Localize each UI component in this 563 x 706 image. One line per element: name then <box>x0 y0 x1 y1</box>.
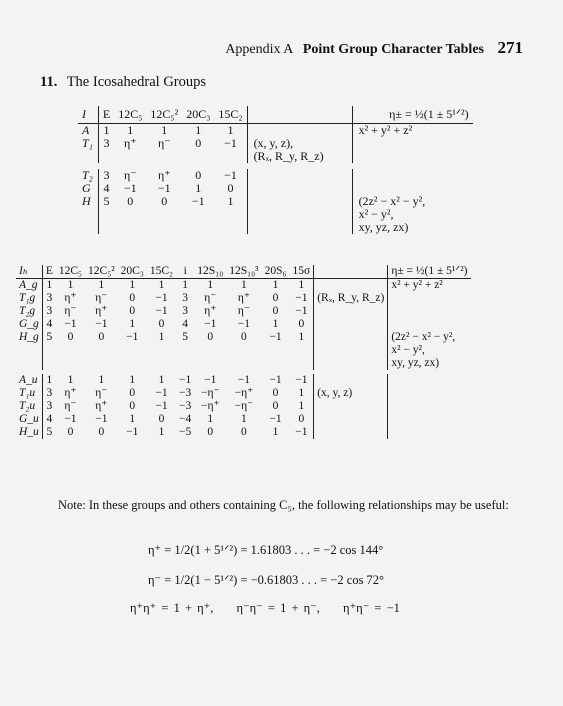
basis-functions: (Rₓ, R_y, R_z) <box>247 150 352 166</box>
character-cell: 1 <box>298 387 305 399</box>
character-cell: 0 <box>129 387 136 399</box>
character-cell: 0 <box>272 292 279 304</box>
character-cell: −η⁺ <box>200 400 220 412</box>
character-cell <box>214 208 247 221</box>
quadratic-functions <box>388 372 471 387</box>
character-cell: η⁺ <box>237 292 250 304</box>
irrep-label <box>78 221 98 234</box>
character-cell: η⁻ <box>64 400 77 412</box>
class-header: 12C₅ <box>114 106 146 124</box>
class-header: 15σ <box>290 265 314 279</box>
character-cell: 4 <box>182 318 189 330</box>
eta-header: η± = ½(1 ± 5¹ᐟ²) <box>388 265 471 279</box>
irrep-label <box>78 150 98 166</box>
character-cell: η⁻ <box>204 292 217 304</box>
character-cell: 0 <box>158 318 165 330</box>
table-row <box>16 344 471 357</box>
character-cell: 1 <box>158 426 165 438</box>
character-cell <box>42 357 56 372</box>
basis-functions <box>314 413 388 426</box>
character-cell <box>290 357 314 372</box>
basis-functions <box>314 318 388 331</box>
character-cell: η⁻ <box>95 292 108 304</box>
character-cell: −1 <box>295 426 308 438</box>
table-body <box>16 279 471 440</box>
character-cell: 3 <box>103 168 110 182</box>
table-row <box>16 305 471 318</box>
character-cell <box>290 344 314 357</box>
class-header: 12C₅ <box>56 265 85 279</box>
character-cell: 3 <box>46 292 53 304</box>
character-cell: −1 <box>157 181 171 195</box>
table-row <box>16 413 471 426</box>
class-header: i <box>176 265 194 279</box>
character-cell <box>182 208 214 221</box>
equation-eta-minus: η⁻ = 1/2(1 − 5¹ᐟ²) = −0.61803 . . . = −2 cos 72° <box>148 573 385 587</box>
character-cell: −1 <box>224 168 237 182</box>
section-number: 11. <box>40 74 58 90</box>
character-cell: 3 <box>103 136 110 150</box>
table-row <box>16 400 471 413</box>
character-cell <box>146 150 182 166</box>
character-cell: 1 <box>272 279 279 291</box>
running-head <box>225 38 523 58</box>
character-cell <box>85 357 118 372</box>
character-cell: 4 <box>46 318 53 330</box>
character-cell: 1 <box>241 413 247 425</box>
quadratic-functions <box>388 318 471 331</box>
irrep-label: H <box>78 195 98 208</box>
character-cell <box>146 221 182 234</box>
character-cell: −1 <box>295 374 308 386</box>
character-cell: 0 <box>98 331 105 343</box>
character-cell <box>98 150 114 166</box>
character-cell: 1 <box>161 123 168 137</box>
character-cell: −1 <box>123 181 137 195</box>
character-cell: −1 <box>269 331 282 343</box>
character-cell: η⁺ <box>64 292 77 304</box>
quadratic-functions: x² − y², <box>352 208 473 221</box>
basis-header <box>247 106 352 124</box>
character-cell: η⁻ <box>157 136 171 150</box>
character-cell: 5 <box>46 426 53 438</box>
character-cell: 0 <box>272 400 279 412</box>
character-cell: 1 <box>241 279 247 291</box>
character-cell: η⁻ <box>95 387 108 399</box>
table-header-row <box>78 106 473 124</box>
quadratic-functions: x² + y² + z² <box>352 124 473 138</box>
basis-functions: (Rₓ, R_y, R_z) <box>314 292 388 305</box>
character-cell: −1 <box>295 292 308 304</box>
character-cell: 0 <box>298 413 305 425</box>
character-cell: −1 <box>269 374 282 386</box>
character-cell: η⁺ <box>123 136 137 150</box>
basis-functions: (x, y, z) <box>314 387 388 400</box>
quadratic-functions: (2z² − x² − y², <box>388 331 471 344</box>
character-cell: 1 <box>195 123 202 137</box>
character-cell <box>226 344 261 357</box>
relation-minus-minus: η⁻η⁻ = 1 + η⁻, <box>236 601 320 615</box>
character-cell: −1 <box>95 318 108 330</box>
table-row <box>78 221 473 234</box>
class-header: 20C₃ <box>118 265 147 279</box>
table-row <box>78 166 473 182</box>
quadratic-functions <box>388 292 471 305</box>
character-cell: 3 <box>46 387 53 399</box>
character-cell <box>147 344 176 357</box>
character-cell: 0 <box>207 426 214 438</box>
quadratic-functions: xy, yz, zx) <box>388 357 471 372</box>
basis-functions <box>314 372 388 387</box>
class-header: 12S₁₀³ <box>226 265 261 279</box>
group-symbol: I <box>78 106 98 124</box>
section-heading <box>40 74 206 91</box>
character-cell: −1 <box>204 318 217 330</box>
class-header: 15C₂ <box>214 106 247 124</box>
character-cell: 0 <box>67 331 74 343</box>
basis-functions <box>314 357 388 372</box>
character-cell: −1 <box>237 318 251 330</box>
character-cell <box>182 221 214 234</box>
character-cell: −3 <box>179 400 192 412</box>
character-cell: −1 <box>126 426 139 438</box>
equation-eta-relations <box>130 600 418 616</box>
table-body <box>78 124 473 235</box>
irrep-label: T₂u <box>16 400 42 413</box>
chapter-title: Point Group Character Tables <box>302 42 484 57</box>
character-cell: 1 <box>207 279 214 291</box>
character-cell <box>98 221 114 234</box>
character-cell: 0 <box>129 305 136 317</box>
quadratic-functions <box>352 150 473 166</box>
character-cell: 1 <box>129 279 136 291</box>
character-cell: −1 <box>95 413 108 425</box>
table-header-row <box>16 265 471 279</box>
group-symbol: Iₕ <box>16 265 42 279</box>
character-cell: η⁺ <box>64 387 77 399</box>
table-row <box>16 372 471 387</box>
basis-functions <box>247 208 352 221</box>
character-cell <box>118 344 147 357</box>
relation-plus-plus: η⁺η⁺ = 1 + η⁺, <box>130 601 214 615</box>
eta-header: η± = ½(1 ± 5¹ᐟ²) <box>352 106 473 124</box>
appendix-label: Appendix A <box>225 42 294 57</box>
table-row <box>78 208 473 221</box>
character-cell: 5 <box>46 331 53 343</box>
character-cell <box>114 221 146 234</box>
basis-header <box>314 265 388 279</box>
character-cell: 0 <box>207 331 214 343</box>
character-cell: 1 <box>272 318 279 330</box>
character-cell <box>118 357 147 372</box>
class-header: 12S₁₀ <box>194 265 226 279</box>
note-text: Note: In these groups and others containing C₅, the following relationships may be useful: <box>58 498 509 512</box>
character-cell <box>147 357 176 372</box>
character-cell <box>56 344 85 357</box>
character-cell <box>114 208 146 221</box>
character-cell: 1 <box>298 400 305 412</box>
character-cell: 1 <box>46 279 53 291</box>
character-cell <box>182 150 214 166</box>
character-cell: 0 <box>161 194 168 208</box>
basis-functions <box>247 221 352 234</box>
character-cell: −η⁺ <box>234 387 254 399</box>
character-cell: 0 <box>129 400 136 412</box>
table-row <box>16 387 471 400</box>
quadratic-functions: xy, yz, zx) <box>352 221 473 234</box>
character-cell: −1 <box>155 305 168 317</box>
table-row <box>78 195 473 208</box>
basis-functions: (x, y, z), <box>247 137 352 150</box>
character-cell: −1 <box>155 400 168 412</box>
table-row <box>16 357 471 372</box>
basis-functions <box>247 195 352 208</box>
class-header: 15C₂ <box>147 265 176 279</box>
character-cell: 1 <box>129 374 136 386</box>
character-cell: η⁺ <box>95 400 108 412</box>
character-cell: 1 <box>67 374 74 386</box>
character-cell: −3 <box>179 387 192 399</box>
class-header: E <box>98 106 114 124</box>
character-cell: −4 <box>179 413 192 425</box>
quadratic-functions <box>388 387 471 400</box>
class-header: 20C₃ <box>182 106 214 124</box>
character-cell <box>194 357 226 372</box>
character-cell: 1 <box>158 374 165 386</box>
character-cell: −η⁻ <box>200 387 220 399</box>
character-cell: η⁺ <box>157 168 171 182</box>
irrep-label: G_u <box>16 413 42 426</box>
character-cell: 1 <box>46 374 53 386</box>
quadratic-functions <box>388 400 471 413</box>
character-cell <box>262 357 290 372</box>
character-cell: 0 <box>272 387 279 399</box>
character-cell: −1 <box>191 194 205 208</box>
character-cell: η⁻ <box>123 168 137 182</box>
character-cell <box>85 344 118 357</box>
table-row <box>16 426 471 439</box>
basis-functions <box>247 124 352 138</box>
character-cell: 1 <box>158 279 165 291</box>
character-cell: −1 <box>64 413 77 425</box>
basis-functions <box>247 166 352 182</box>
character-cell: 0 <box>272 305 279 317</box>
character-cell: −1 <box>295 305 308 317</box>
character-cell: −1 <box>64 318 77 330</box>
character-cell: 0 <box>67 426 74 438</box>
irrep-label: A_g <box>16 279 42 293</box>
class-header: 12C₅² <box>85 265 118 279</box>
character-cell: −1 <box>155 387 168 399</box>
basis-functions <box>314 426 388 439</box>
character-cell: −1 <box>224 136 237 150</box>
character-cell: −1 <box>155 292 168 304</box>
character-cell <box>176 357 194 372</box>
character-cell: 1 <box>127 123 134 137</box>
character-cell: 1 <box>67 279 74 291</box>
irrep-label: T₁g <box>16 292 42 305</box>
character-cell: 3 <box>46 305 53 317</box>
quadratic-functions: x² + y² + z² <box>388 279 471 293</box>
character-cell: 3 <box>46 400 53 412</box>
character-cell: 0 <box>129 292 136 304</box>
character-table-Ih <box>16 265 471 439</box>
table-row <box>16 292 471 305</box>
table-row <box>16 279 471 293</box>
basis-functions <box>314 344 388 357</box>
character-cell: 1 <box>182 279 189 291</box>
character-cell <box>262 344 290 357</box>
page-number: 271 <box>497 38 523 57</box>
irrep-label: T₁u <box>16 387 42 400</box>
quadratic-functions <box>388 426 471 439</box>
table-row <box>16 318 471 331</box>
character-cell: 1 <box>207 413 214 425</box>
character-cell: 3 <box>182 292 189 304</box>
irrep-label <box>16 357 42 372</box>
irrep-label <box>78 208 98 221</box>
table-row <box>78 150 473 166</box>
character-cell: −1 <box>269 413 282 425</box>
character-cell: −1 <box>126 331 139 343</box>
quadratic-functions <box>352 166 473 182</box>
basis-functions <box>314 279 388 293</box>
character-cell: 5 <box>182 331 189 343</box>
character-cell: 0 <box>195 136 202 150</box>
character-cell: 1 <box>98 374 105 386</box>
character-cell: 1 <box>129 413 136 425</box>
character-cell: 0 <box>98 426 105 438</box>
character-cell: 5 <box>103 194 110 208</box>
character-cell <box>114 150 146 166</box>
character-cell: 1 <box>158 331 165 343</box>
character-cell <box>226 357 261 372</box>
table-row <box>78 124 473 138</box>
irrep-label: H_u <box>16 426 42 439</box>
character-cell: 1 <box>227 123 234 137</box>
character-cell: 1 <box>195 181 202 195</box>
section-title: The Icosahedral Groups <box>66 74 207 90</box>
character-table-I <box>78 106 473 234</box>
character-cell: 1 <box>103 123 110 137</box>
character-cell: η⁺ <box>204 305 217 317</box>
character-cell <box>214 221 247 234</box>
character-cell: 0 <box>241 331 247 343</box>
quadratic-functions <box>388 413 471 426</box>
quadratic-functions: x² − y², <box>388 344 471 357</box>
quadratic-functions <box>352 137 473 150</box>
character-cell <box>214 150 247 166</box>
character-cell <box>176 344 194 357</box>
character-cell: 3 <box>182 305 189 317</box>
character-cell: η⁺ <box>95 305 108 317</box>
character-cell: −5 <box>179 426 192 438</box>
irrep-label: G_g <box>16 318 42 331</box>
basis-functions <box>247 182 352 195</box>
character-cell: −η⁻ <box>234 400 254 412</box>
character-cell <box>56 357 85 372</box>
character-cell <box>146 208 182 221</box>
basis-functions <box>314 305 388 318</box>
character-cell: 0 <box>298 318 305 330</box>
character-cell: 1 <box>129 318 136 330</box>
character-cell: 1 <box>298 331 305 343</box>
character-cell <box>98 208 114 221</box>
character-cell: 0 <box>158 413 165 425</box>
character-cell: 4 <box>46 413 53 425</box>
character-cell: 1 <box>298 279 305 291</box>
character-cell: −1 <box>204 374 217 386</box>
character-cell: 0 <box>195 168 202 182</box>
basis-functions <box>314 331 388 344</box>
irrep-label: T₁ <box>78 137 98 150</box>
character-cell: 4 <box>103 181 110 195</box>
table-row <box>16 331 471 344</box>
character-cell: −1 <box>179 374 192 386</box>
class-header: 20S₆ <box>262 265 290 279</box>
quadratic-functions <box>388 305 471 318</box>
character-cell: 0 <box>227 181 234 195</box>
character-cell: 1 <box>227 194 234 208</box>
irrep-label: T₂g <box>16 305 42 318</box>
irrep-label: H_g <box>16 331 42 344</box>
class-header: E <box>42 265 56 279</box>
character-cell: 0 <box>127 194 134 208</box>
irrep-label: T₂ <box>78 166 98 182</box>
character-cell: η⁻ <box>237 305 250 317</box>
character-cell: 0 <box>241 426 247 438</box>
character-cell: η⁻ <box>64 305 77 317</box>
relation-plus-minus: η⁺η⁻ = −1 <box>343 601 400 615</box>
irrep-label <box>16 344 42 357</box>
equation-eta-plus: η⁺ = 1/2(1 + 5¹ᐟ²) = 1.61803 . . . = −2 cos 144° <box>148 543 384 557</box>
irrep-label: A_u <box>16 372 42 387</box>
character-cell: 1 <box>272 426 279 438</box>
character-cell: 1 <box>98 279 105 291</box>
quadratic-functions: (2z² − x² − y², <box>352 195 473 208</box>
character-cell <box>194 344 226 357</box>
class-header: 12C₅² <box>146 106 182 124</box>
irrep-label: G <box>78 182 98 195</box>
irrep-label: A <box>78 124 98 138</box>
character-cell <box>42 344 56 357</box>
character-cell: −1 <box>237 374 251 386</box>
basis-functions <box>314 400 388 413</box>
